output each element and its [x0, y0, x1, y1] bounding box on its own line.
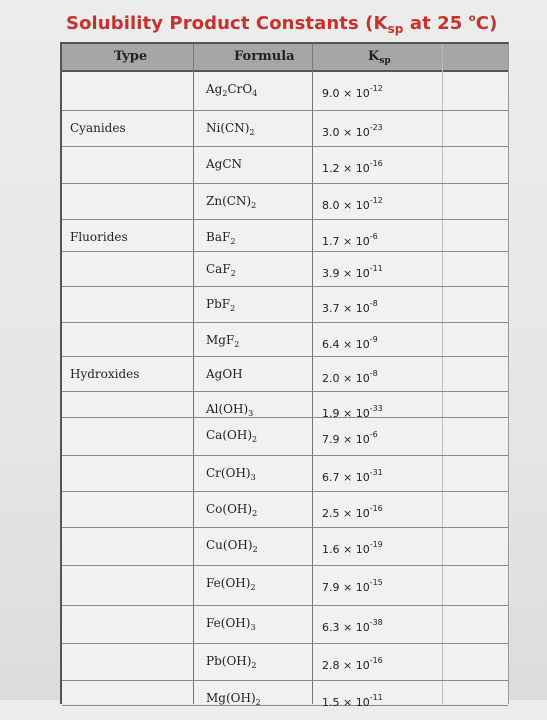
cell-ksp	[322, 184, 383, 218]
ksp-mantissa: 1.9 × 10	[322, 407, 370, 420]
ksp-exponent: -6	[369, 430, 378, 439]
header-formula: Formula	[234, 49, 295, 64]
page-title	[66, 13, 497, 36]
ksp-exponent: -11	[369, 693, 383, 702]
ksp-mantissa: 7.9 × 10	[322, 581, 370, 594]
table-row	[62, 147, 508, 184]
cell-ksp	[322, 220, 378, 254]
cell-type: Hydroxides	[70, 367, 140, 381]
ksp-exponent: -9	[369, 335, 378, 344]
ksp-mantissa: 3.9 × 10	[322, 267, 370, 280]
ksp-mantissa: 3.7 × 10	[322, 302, 370, 315]
ksp-mantissa: 8.0 × 10	[322, 199, 370, 212]
ksp-exponent: -19	[369, 540, 383, 549]
table-row	[62, 528, 508, 566]
title-text: Solubility Product Constants (K	[66, 13, 388, 34]
formula-text: Cu(OH)	[206, 538, 253, 552]
ksp-mantissa: 2.8 × 10	[322, 659, 370, 672]
cell-formula	[206, 184, 256, 218]
ksp-exponent: -16	[369, 159, 383, 168]
cell-ksp	[322, 456, 383, 490]
formula-text: AgOH	[206, 367, 243, 381]
formula-text: MgF	[206, 333, 235, 347]
ksp-mantissa: 1.6 × 10	[322, 543, 370, 556]
ksp-mantissa: 6.7 × 10	[322, 471, 370, 484]
cell-ksp	[322, 644, 383, 678]
cell-formula	[206, 606, 256, 640]
table-row	[62, 418, 508, 456]
ksp-exponent: -33	[369, 404, 383, 413]
formula-subscript: 2	[249, 128, 255, 137]
formula-text: AgCN	[206, 157, 243, 171]
header-ksp	[368, 44, 391, 70]
cell-ksp	[322, 566, 383, 600]
formula-text: Mg(OH)	[206, 691, 256, 705]
formula-subscript: 2	[230, 237, 236, 246]
ksp-exponent: -16	[369, 656, 383, 665]
cell-ksp	[322, 528, 383, 562]
cell-formula	[206, 111, 254, 145]
ksp-mantissa: 7.9 × 10	[322, 433, 370, 446]
cell-formula	[206, 528, 258, 562]
formula-subscript: 2	[250, 583, 256, 592]
cell-ksp	[322, 72, 383, 106]
ksp-mantissa: 1.7 × 10	[322, 235, 370, 248]
title-degree: o	[468, 13, 476, 24]
table-row	[62, 392, 508, 418]
cell-formula	[206, 418, 257, 452]
cell-formula	[206, 681, 261, 715]
cell-ksp	[322, 111, 383, 145]
cell-formula	[206, 220, 235, 254]
cell-formula	[206, 323, 239, 357]
formula-subscript: 2	[251, 201, 257, 210]
cell-ksp	[322, 252, 383, 286]
formula-text: Pb(OH)	[206, 654, 252, 668]
formula-text: Cr(OH)	[206, 466, 251, 480]
formula-text: PbF	[206, 297, 231, 311]
header-type: Type	[114, 49, 148, 64]
formula-text: Ag	[206, 82, 223, 96]
cell-ksp	[322, 147, 383, 181]
cell-ksp	[322, 287, 378, 321]
cell-type: Fluorides	[70, 230, 128, 244]
ksp-exponent: -8	[369, 369, 378, 378]
cell-formula	[206, 456, 256, 490]
table-row	[62, 357, 508, 392]
ksp-mantissa: 6.3 × 10	[322, 621, 370, 634]
formula-text: Ni(CN)	[206, 121, 250, 135]
cell-ksp	[322, 606, 383, 640]
ksp-mantissa: 2.5 × 10	[322, 507, 370, 520]
ksp-mantissa: 1.2 × 10	[322, 162, 370, 175]
title-subscript: sp	[387, 22, 404, 36]
formula-text: CrO	[227, 82, 253, 96]
formula-text: Ca(OH)	[206, 428, 253, 442]
ksp-mantissa: 2.0 × 10	[322, 372, 370, 385]
formula-text: BaF	[206, 230, 231, 244]
cell-ksp	[322, 681, 383, 715]
ksp-exponent: -12	[369, 196, 383, 205]
ksp-mantissa: 1.5 × 10	[322, 696, 370, 709]
formula-text: Zn(CN)	[206, 194, 252, 208]
table-row	[62, 287, 508, 323]
formula-subscript: 2	[255, 698, 261, 707]
cell-type: Cyanides	[70, 121, 126, 135]
formula-subscript: 2	[252, 545, 258, 554]
table-row	[62, 72, 508, 111]
table-row	[62, 184, 508, 220]
ksp-exponent: -23	[369, 123, 383, 132]
formula-subscript: 2	[252, 509, 258, 518]
ksp-mantissa: 6.4 × 10	[322, 338, 370, 351]
cell-formula	[206, 644, 257, 678]
formula-text: Fe(OH)	[206, 576, 251, 590]
cell-formula	[206, 72, 257, 106]
header-ksp-sub: sp	[379, 56, 391, 66]
formula-subscript: 3	[248, 409, 254, 418]
cell-ksp	[322, 492, 383, 526]
cell-ksp	[322, 357, 378, 391]
formula-subscript: 4	[252, 89, 258, 98]
ksp-exponent: -8	[369, 299, 378, 308]
ksp-exponent: -31	[369, 468, 383, 477]
formula-subscript: 2	[230, 269, 236, 278]
formula-subscript: 3	[250, 473, 256, 482]
cell-formula	[206, 357, 243, 391]
ksp-exponent: -11	[369, 264, 383, 273]
formula-subscript: 2	[230, 304, 236, 313]
formula-subscript: 2	[252, 435, 258, 444]
formula-subscript: 3	[250, 623, 256, 632]
table-row	[62, 456, 508, 492]
title-end: C)	[475, 13, 498, 34]
cell-formula	[206, 147, 242, 181]
formula-subscript: 2	[234, 340, 240, 349]
formula-subscript: 2	[222, 89, 228, 98]
cell-ksp	[322, 418, 378, 452]
ksp-exponent: -6	[369, 232, 378, 241]
table-row	[62, 492, 508, 528]
ksp-exponent: -12	[369, 84, 383, 93]
cell-formula	[206, 566, 256, 600]
formula-text: CaF	[206, 262, 231, 276]
formula-text: Co(OH)	[206, 502, 253, 516]
cell-ksp	[322, 323, 378, 357]
table-row	[62, 220, 508, 252]
ksp-mantissa: 3.0 × 10	[322, 126, 370, 139]
table-row	[62, 681, 508, 709]
ksp-mantissa: 9.0 × 10	[322, 87, 370, 100]
formula-text: Al(OH)	[206, 402, 249, 416]
ksp-exponent: -16	[369, 504, 383, 513]
table-row	[62, 111, 508, 147]
solubility-table	[60, 42, 509, 709]
header-ksp-main: K	[368, 49, 380, 64]
title-mid: at 25	[403, 13, 469, 34]
cell-formula	[206, 252, 236, 286]
table-row	[62, 606, 508, 644]
cell-formula	[206, 492, 257, 526]
table-row	[62, 644, 508, 681]
table-row	[62, 323, 508, 357]
ksp-exponent: -15	[369, 578, 383, 587]
cell-formula	[206, 287, 235, 321]
formula-text: Fe(OH)	[206, 616, 251, 630]
table-row	[62, 252, 508, 287]
table-row	[62, 566, 508, 606]
formula-subscript: 2	[251, 661, 257, 670]
ksp-exponent: -38	[369, 618, 383, 627]
